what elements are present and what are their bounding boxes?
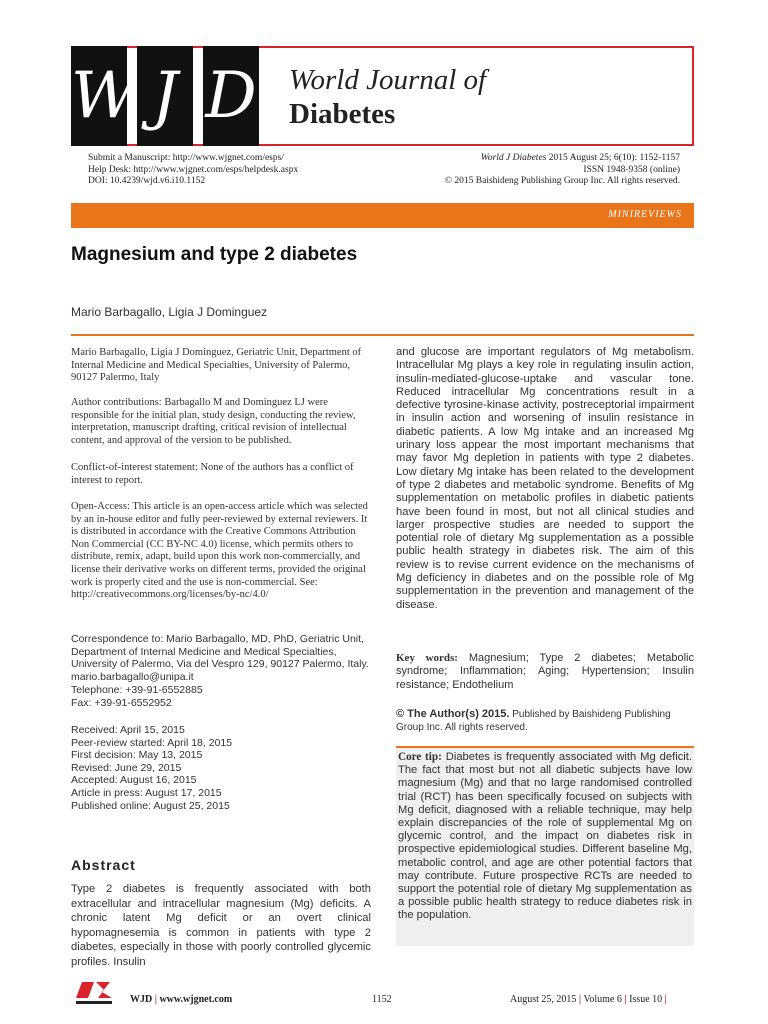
section-label: MINIREVIEWS bbox=[608, 209, 682, 220]
date-peer-review: Peer-review started: April 18, 2015 bbox=[71, 736, 233, 749]
abstract-text-left: Type 2 diabetes is frequently associated with both extracellular and intracellular magnesium (Mg) deficits. A chronic latent Mg deficit or an overt clinical hypomagnesemia is common in patients with type 2 diabetes, especially in those with poorly controlled glycemic profiles. Insulin bbox=[71, 883, 371, 968]
telephone: Telephone: +39-91-6552885 bbox=[71, 684, 203, 696]
copyright-note bbox=[396, 708, 694, 734]
footer-separator: | bbox=[578, 994, 582, 1005]
article-history bbox=[71, 724, 371, 812]
submit-manuscript-link[interactable]: Submit a Manuscript: http://www.wjgnet.com/esps/ bbox=[88, 153, 284, 163]
date-revised: Revised: June 29, 2015 bbox=[71, 761, 182, 774]
header-divider bbox=[71, 334, 694, 336]
citation-details: 2015 August 25; 6(10): 1152-1157 bbox=[546, 153, 680, 163]
keywords-list: Magnesium; Type 2 diabetes; Metabolic syndrome; Inflammation; Aging; Hypertension; Insulin resistance; Endothelium bbox=[396, 652, 694, 691]
masthead-letter-w: W bbox=[71, 46, 127, 146]
author-contributions: Author contributions: Barbagallo M and Dominguez LJ were responsible for the initial plan, study design, conducting the review, interpretation, manuscript drafting, critical revision of intellectual content, and approval of the version to be published. bbox=[71, 397, 356, 446]
date-in-press: Article in press: August 17, 2015 bbox=[71, 786, 222, 799]
open-access-statement: Open-Access: This article is an open-access article which was selected by an in-house editor and fully peer-reviewed by external reviewers. It is distributed in accordance with the Creative Commons Attribution Non Commercial (CC BY-NC 4.0) license, which permits others to distribute, remix, adapt, build upon this work non-commercially, and license their derivative works on different terms, provided the original work is properly cited and the use is non-commercial. See: http://creativecommons.org/licenses/by-nc/4.0/ bbox=[71, 501, 368, 601]
page-number: 1152 bbox=[372, 994, 392, 1005]
journal-title-line2: Diabetes bbox=[289, 98, 396, 130]
abstract-heading: Abstract bbox=[71, 857, 136, 873]
footer-left bbox=[130, 994, 232, 1005]
footer-separator: | bbox=[624, 994, 627, 1005]
affiliation: Mario Barbagallo, Ligia J Dominguez, Geriatric Unit, Department of Internal Medicine and Medical Specialties, University of Palermo, 90127 Palermo, Italy bbox=[71, 347, 362, 384]
article-title: Magnesium and type 2 diabetes bbox=[71, 244, 358, 265]
footer-date: August 25, 2015 bbox=[510, 994, 577, 1005]
core-tip bbox=[398, 751, 692, 923]
section-bar bbox=[71, 203, 694, 228]
date-accepted: Accepted: August 16, 2015 bbox=[71, 774, 197, 787]
copyright-text: Published by Baishideng Publishing Group Inc. All rights reserved. bbox=[396, 709, 671, 733]
footer-issue: Issue 10 bbox=[629, 994, 663, 1005]
core-tip-text: Diabetes is frequently associated with Mg deficit. The fact that most but not all diabetic subjects have low magnesium (Mg) and that no large randomised controlled trial (RCT) has been specifically focused on subjects with Mg deficit, diagnosed with a reliable technique, may help explain discrepancies of the role of supplemental Mg on glycemic control, and the impact on diabetes risk in prospective epidemiological studies. Different baseline Mg, metabolic control, and age are other potential factors that may contribute. Future prospective RCTs are needed to support the potential role of dietary Mg supplementation as a possible public health strategy to reduce diabetes risk in the population. bbox=[398, 751, 692, 922]
footer-separator: | bbox=[154, 994, 157, 1005]
help-desk-link[interactable]: Help Desk: http://www.wjgnet.com/esps/helpdesk.aspx bbox=[88, 164, 299, 175]
conflict-of-interest: Conflict-of-interest statement: None of the authors has a conflict of interest to report. bbox=[71, 462, 354, 486]
article-authors: Mario Barbagallo, Ligia J Dominguez bbox=[71, 305, 268, 319]
journal-title-line1: World Journal of bbox=[289, 64, 487, 96]
issn: ISSN 1948-9358 (online) bbox=[583, 164, 680, 175]
keywords bbox=[396, 652, 694, 692]
citation-line bbox=[400, 153, 680, 165]
date-received: Received: April 15, 2015 bbox=[71, 724, 185, 736]
submission-info bbox=[88, 153, 298, 188]
masthead-letter-d: D bbox=[203, 46, 259, 146]
citation-info bbox=[400, 153, 680, 188]
fax: Fax: +39-91-6552952 bbox=[71, 697, 172, 709]
footer-journal: WJD bbox=[130, 994, 153, 1005]
keywords-label: Key words: bbox=[396, 652, 458, 664]
core-tip-label: Core tip: bbox=[398, 751, 442, 763]
date-first-decision: First decision: May 13, 2015 bbox=[71, 749, 203, 762]
footer-separator: | bbox=[664, 994, 667, 1005]
correspondence: Correspondence to: Mario Barbagallo, MD, PhD, Geriatric Unit, Department of Internal Medicine and Medical Specialties, University of Palermo, Via del Vespro 129, 90127 Palermo, Italy. mario.barbagallo@unipa.it bbox=[71, 633, 369, 683]
masthead-letter-j: J bbox=[137, 46, 193, 146]
footer-url[interactable]: www.wjgnet.com bbox=[159, 994, 233, 1005]
journal-masthead bbox=[71, 46, 694, 146]
journal-abbr: World J Diabetes bbox=[480, 153, 547, 163]
copyright-line: © 2015 Baishideng Publishing Group Inc. All rights reserved. bbox=[444, 176, 680, 186]
footer-volume: Volume 6 bbox=[583, 994, 622, 1005]
doi[interactable]: DOI: 10.4239/wjd.v6.i10.1152 bbox=[88, 176, 206, 186]
date-published: Published online: August 25, 2015 bbox=[71, 799, 230, 812]
publisher-logo bbox=[74, 978, 118, 1008]
footer-right bbox=[510, 994, 667, 1005]
copyright-bold: © The Author(s) 2015. bbox=[396, 708, 510, 720]
abstract-text-right: and glucose are important regulators of Mg metabolism. Intracellular Mg plays a key role in regulating insulin action, insulin-mediated-glucose-uptake and vascular tone. Reduced intracellular Mg concentrations result in a defective tyrosine-kinase activity, postreceptorial impairment in insulin action and worsening of insulin resistance in diabetic patients. A low Mg intake and an increased Mg urinary loss appear the most important mechanisms that may favor Mg depletion in patients with type 2 diabetes. Low dietary Mg intake has been related to the development of type 2 diabetes and metabolic syndrome. Benefits of Mg supplementation on metabolic profiles in diabetic patients have been found in most, but not all clinical studies and larger prospective studies are needed to support the potential role of dietary Mg supplementation as a possible public health strategy in diabetes risk. The aim of this review is to revise current evidence on the mechanisms of Mg deficiency in diabetes and on the possible role of Mg supplementation in the prevention and management of the disease. bbox=[396, 346, 694, 611]
